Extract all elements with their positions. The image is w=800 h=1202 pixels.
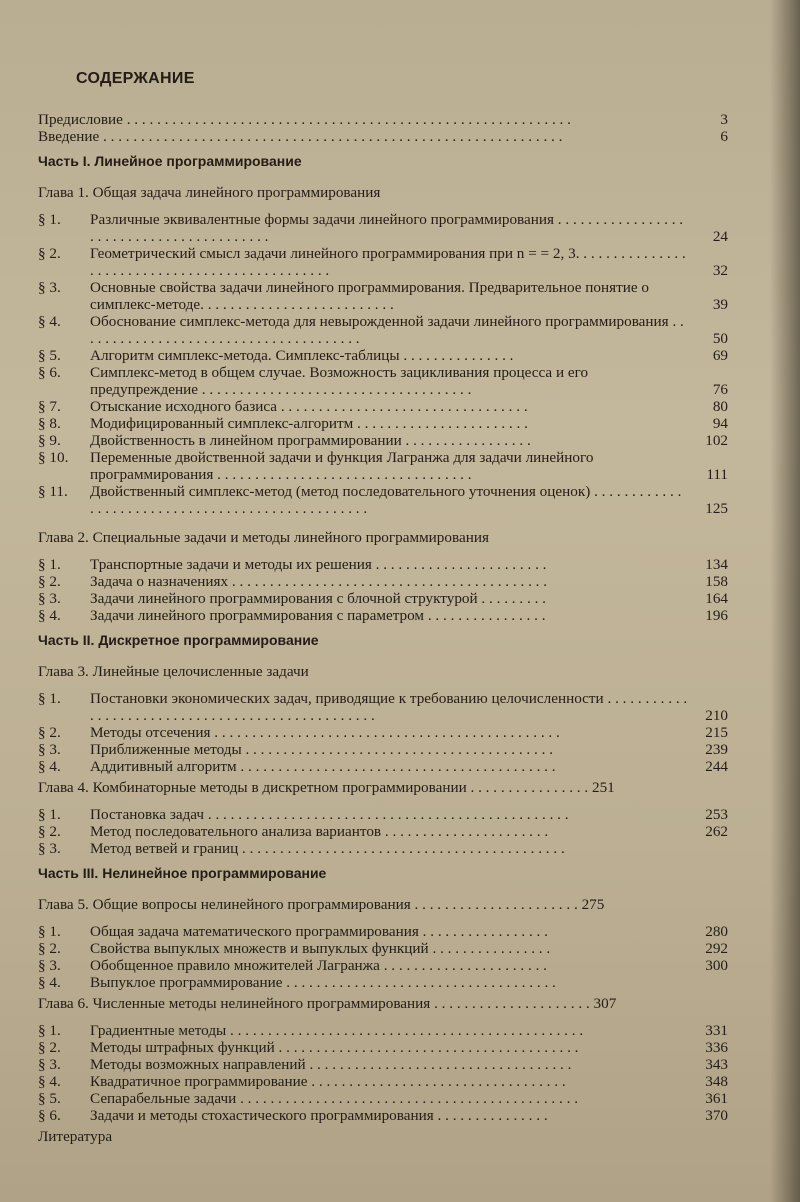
toc-section[interactable] bbox=[38, 1039, 728, 1056]
toc-section[interactable] bbox=[38, 415, 728, 432]
section-number: § 3. bbox=[38, 957, 61, 974]
toc-section[interactable] bbox=[38, 840, 728, 857]
toc-section[interactable] bbox=[38, 690, 728, 724]
section-title: Методы штрафных функций . . . . . . . . . . . . . . . . . . . . . . . . . . . . . . . . . . . . . . . . bbox=[90, 1039, 579, 1056]
page-number: 244 bbox=[705, 758, 728, 775]
toc-section[interactable] bbox=[38, 398, 728, 415]
page-number: 80 bbox=[712, 398, 728, 415]
section-number: § 11. bbox=[38, 483, 68, 500]
chapter-heading[interactable]: Глава 1. Общая задача линейного программирования bbox=[38, 184, 381, 201]
page-number: 253 bbox=[705, 806, 728, 823]
page-number: 111 bbox=[706, 466, 728, 483]
section-number: § 7. bbox=[38, 398, 61, 415]
toc-section[interactable] bbox=[38, 823, 728, 840]
page-title: СОДЕРЖАНИЕ bbox=[76, 70, 195, 87]
section-number: § 3. bbox=[38, 590, 61, 607]
page-number: 164 bbox=[705, 590, 728, 607]
section-number: § 4. bbox=[38, 758, 61, 775]
page-number: 50 bbox=[712, 330, 728, 347]
page-number: 102 bbox=[705, 432, 728, 449]
section-title: Алгоритм симплекс-метода. Симплекс-таблицы . . . . . . . . . . . . . . . bbox=[90, 347, 514, 364]
toc-section[interactable] bbox=[38, 245, 728, 279]
section-title: Квадратичное программирование . . . . . . . . . . . . . . . . . . . . . . . . . . . . . . . . . . bbox=[90, 1073, 566, 1090]
page-number: 210 bbox=[705, 707, 728, 724]
toc-entry-preface[interactable] bbox=[38, 111, 728, 128]
toc-section[interactable] bbox=[38, 347, 728, 364]
section-number: § 1. bbox=[38, 690, 61, 707]
entry-label: Введение . . . . . . . . . . . . . . . . . . . . . . . . . . . . . . . . . . . . . . . . . . . . . . . . . . . . . . . . . . . . . bbox=[38, 128, 563, 145]
section-number: § 2. bbox=[38, 940, 61, 957]
section-number: § 5. bbox=[38, 347, 61, 364]
page-number: 239 bbox=[705, 741, 728, 758]
page-number: 348 bbox=[705, 1073, 728, 1090]
page-number: 262 bbox=[705, 823, 728, 840]
section-title: Методы возможных направлений . . . . . . . . . . . . . . . . . . . . . . . . . . . . . . . . . . . bbox=[90, 1056, 572, 1073]
section-number: § 1. bbox=[38, 556, 61, 573]
section-title: Отыскание исходного базиса . . . . . . . . . . . . . . . . . . . . . . . . . . . . . . . . . bbox=[90, 398, 528, 415]
page-number: 343 bbox=[705, 1056, 728, 1073]
toc-section[interactable] bbox=[38, 432, 728, 449]
section-title: Задачи линейного программирования с блочной структурой . . . . . . . . . bbox=[90, 590, 546, 607]
section-number: § 2. bbox=[38, 245, 61, 262]
page-number: 292 bbox=[705, 940, 728, 957]
section-title: Симплекс-метод в общем случае. Возможность зацикливания процесса и его предупреждение . . . . . . . . . . . . . . . . . . . . . . . . . . . . . . . . . . . . bbox=[90, 364, 589, 398]
section-title: Приближенные методы . . . . . . . . . . . . . . . . . . . . . . . . . . . . . . . . . . . . . . . . . bbox=[90, 741, 553, 758]
toc-section[interactable] bbox=[38, 364, 728, 398]
toc-section[interactable] bbox=[38, 741, 728, 758]
section-title: Аддитивный алгоритм . . . . . . . . . . . . . . . . . . . . . . . . . . . . . . . . . . . . . . . . . . bbox=[90, 758, 556, 775]
section-number: § 8. bbox=[38, 415, 61, 432]
bibliography-entry[interactable]: Литература bbox=[38, 1128, 113, 1145]
toc-section[interactable] bbox=[38, 940, 728, 957]
toc-section[interactable] bbox=[38, 923, 728, 940]
section-title: Сепарабельные задачи . . . . . . . . . . . . . . . . . . . . . . . . . . . . . . . . . . . . . . . . . . . . . bbox=[90, 1090, 578, 1107]
toc-section[interactable] bbox=[38, 279, 728, 313]
chapter-heading[interactable]: Глава 2. Специальные задачи и методы линейного программирования bbox=[38, 529, 489, 546]
toc-section[interactable] bbox=[38, 957, 728, 974]
section-title: Переменные двойственной задачи и функция Лагранжа для задачи линейного программирования . . . . . . . . . . . . . . . . . . . . . . . . . . . . . . . . . . bbox=[90, 449, 594, 483]
page-number: 134 bbox=[705, 556, 728, 573]
page-number: 370 bbox=[705, 1107, 728, 1124]
section-title: Задачи линейного программирования с параметром . . . . . . . . . . . . . . . . bbox=[90, 607, 546, 624]
toc-section[interactable] bbox=[38, 573, 728, 590]
toc-section[interactable] bbox=[38, 607, 728, 624]
section-number: § 2. bbox=[38, 823, 61, 840]
part-heading[interactable]: Часть I. Линейное программирование bbox=[38, 153, 302, 169]
section-number: § 1. bbox=[38, 806, 61, 823]
page-number: 196 bbox=[705, 607, 728, 624]
section-number: § 9. bbox=[38, 432, 61, 449]
toc-section[interactable] bbox=[38, 313, 728, 347]
toc-section[interactable] bbox=[38, 1107, 728, 1124]
section-title: Градиентные методы . . . . . . . . . . . . . . . . . . . . . . . . . . . . . . . . . . . . . . . . . . . . . . . bbox=[90, 1022, 584, 1039]
section-number: § 1. bbox=[38, 923, 61, 940]
toc-section[interactable] bbox=[38, 211, 728, 245]
section-title: Свойства выпуклых множеств и выпуклых функций . . . . . . . . . . . . . . . . bbox=[90, 940, 551, 957]
toc-section[interactable] bbox=[38, 724, 728, 741]
page-number: 69 bbox=[712, 347, 728, 364]
section-number: § 1. bbox=[38, 1022, 61, 1039]
page-number: 361 bbox=[705, 1090, 728, 1107]
section-title: Геометрический смысл задачи линейного программирования при n = = 2, 3. . . . . . . . . . . . . . . . . . . . . . . . . . . . . . . . . . . . . . . . . . . . . . . bbox=[90, 245, 686, 279]
chapter-heading[interactable]: Глава 5. Общие вопросы нелинейного программирования . . . . . . . . . . . . . . . . . . . . . . 275 bbox=[38, 896, 605, 913]
toc-section[interactable] bbox=[38, 758, 728, 775]
section-number: § 3. bbox=[38, 1056, 61, 1073]
toc-section[interactable] bbox=[38, 449, 728, 483]
page-number: 125 bbox=[705, 500, 728, 517]
section-number: § 3. bbox=[38, 741, 61, 758]
section-title: Методы отсечения . . . . . . . . . . . . . . . . . . . . . . . . . . . . . . . . . . . . . . . . . . . . . . bbox=[90, 724, 560, 741]
toc-section[interactable] bbox=[38, 1073, 728, 1090]
section-number: § 5. bbox=[38, 1090, 61, 1107]
part-heading[interactable]: Часть II. Дискретное программирование bbox=[38, 632, 319, 648]
page-number: 331 bbox=[705, 1022, 728, 1039]
section-title: Постановка задач . . . . . . . . . . . . . . . . . . . . . . . . . . . . . . . . . . . . . . . . . . . . . . . . bbox=[90, 806, 569, 823]
page-number: 39 bbox=[712, 296, 728, 313]
section-number: § 6. bbox=[38, 364, 61, 381]
section-title: Обобщенное правило множителей Лагранжа . . . . . . . . . . . . . . . . . . . . . . bbox=[90, 957, 547, 974]
section-number: § 4. bbox=[38, 607, 61, 624]
toc-section[interactable] bbox=[38, 1022, 728, 1039]
section-number: § 2. bbox=[38, 724, 61, 741]
section-number: § 3. bbox=[38, 279, 61, 296]
section-number: § 1. bbox=[38, 211, 61, 228]
toc-section[interactable] bbox=[38, 1056, 728, 1073]
page-number: 336 bbox=[705, 1039, 728, 1056]
toc-section[interactable] bbox=[38, 590, 728, 607]
chapter-heading[interactable]: Глава 3. Линейные целочисленные задачи bbox=[38, 663, 309, 680]
section-number: § 4. bbox=[38, 1073, 61, 1090]
page-number: 215 bbox=[705, 724, 728, 741]
toc-section[interactable] bbox=[38, 556, 728, 573]
entry-label: Предисловие . . . . . . . . . . . . . . . . . . . . . . . . . . . . . . . . . . . . . . . . . . . . . . . . . . . . . . . . . . . bbox=[38, 111, 571, 128]
section-title: Задача о назначениях . . . . . . . . . . . . . . . . . . . . . . . . . . . . . . . . . . . . . . . . . . bbox=[90, 573, 548, 590]
page-number: 32 bbox=[712, 262, 728, 279]
toc-section[interactable] bbox=[38, 806, 728, 823]
page-number: 300 bbox=[705, 957, 728, 974]
page-number: 76 bbox=[712, 381, 728, 398]
section-title: Обоснование симплекс-метода для невырожденной задачи линейного программирования . . . . . . . . . . . . . . . . . . . . . . . . . . . . . . . . . . . . . . bbox=[90, 313, 684, 347]
toc-section[interactable] bbox=[38, 1090, 728, 1107]
section-title: Транспортные задачи и методы их решения . . . . . . . . . . . . . . . . . . . . . . . bbox=[90, 556, 547, 573]
section-title: Задачи и методы стохастического программирования . . . . . . . . . . . . . . . bbox=[90, 1107, 548, 1124]
section-number: § 4. bbox=[38, 974, 61, 991]
table-of-contents bbox=[38, 70, 728, 1145]
chapter-heading[interactable]: Глава 4. Комбинаторные методы в дискретном программировании . . . . . . . . . . . . . . . . 251 bbox=[38, 779, 615, 796]
page-number: 158 bbox=[705, 573, 728, 590]
toc-entry-introduction[interactable] bbox=[38, 128, 728, 145]
page-number: 6 bbox=[720, 128, 728, 145]
section-number: § 6. bbox=[38, 1107, 61, 1124]
section-number: § 4. bbox=[38, 313, 61, 330]
page-number: 24 bbox=[712, 228, 728, 245]
section-title: Метод ветвей и границ . . . . . . . . . . . . . . . . . . . . . . . . . . . . . . . . . . . . . . . . . . . bbox=[90, 840, 565, 857]
page-number: 3 bbox=[720, 111, 728, 128]
chapter-heading[interactable]: Глава 6. Численные методы нелинейного программирования . . . . . . . . . . . . . . . . . . . . . 307 bbox=[38, 995, 617, 1012]
section-number: § 2. bbox=[38, 1039, 61, 1056]
section-title: Метод последовательного анализа вариантов . . . . . . . . . . . . . . . . . . . . . . bbox=[90, 823, 549, 840]
section-number: § 2. bbox=[38, 573, 61, 590]
section-title: Различные эквивалентные формы задачи линейного программирования . . . . . . . . . . . . . . . . . . . . . . . . . . . . . . . . . . . . . . . . . bbox=[90, 211, 684, 245]
page-number: 280 bbox=[705, 923, 728, 940]
section-number: § 10. bbox=[38, 449, 69, 466]
section-title: Общая задача математического программирования . . . . . . . . . . . . . . . . . bbox=[90, 923, 548, 940]
section-title: Модифицированный симплекс-алгоритм . . . . . . . . . . . . . . . . . . . . . . . bbox=[90, 415, 528, 432]
toc-section[interactable] bbox=[38, 974, 728, 991]
toc-section[interactable] bbox=[38, 483, 728, 517]
section-title: Постановки экономических задач, приводящие к требованию целочисленности . . . . . . . . . . . . . . . . . . . . . . . . . . . . . . . . . . . . . . . . . . . . . . . . . bbox=[90, 690, 688, 724]
section-number: § 3. bbox=[38, 840, 61, 857]
section-title: Основные свойства задачи линейного программирования. Предварительное понятие о симплекс-методе. . . . . . . . . . . . . . . . . . . . . . . . . . bbox=[90, 279, 649, 313]
section-title: Выпуклое программирование . . . . . . . . . . . . . . . . . . . . . . . . . . . . . . . . . . . . bbox=[90, 974, 556, 991]
section-title: Двойственный симплекс-метод (метод последовательного уточнения оценок) . . . . . . . . . . . . . . . . . . . . . . . . . . . . . . . . . . . . . . . . . . . . . . . . . bbox=[90, 483, 682, 517]
section-title: Двойственность в линейном программировании . . . . . . . . . . . . . . . . . bbox=[90, 432, 531, 449]
part-heading[interactable]: Часть III. Нелинейное программирование bbox=[38, 865, 327, 881]
page-number: 94 bbox=[712, 415, 728, 432]
